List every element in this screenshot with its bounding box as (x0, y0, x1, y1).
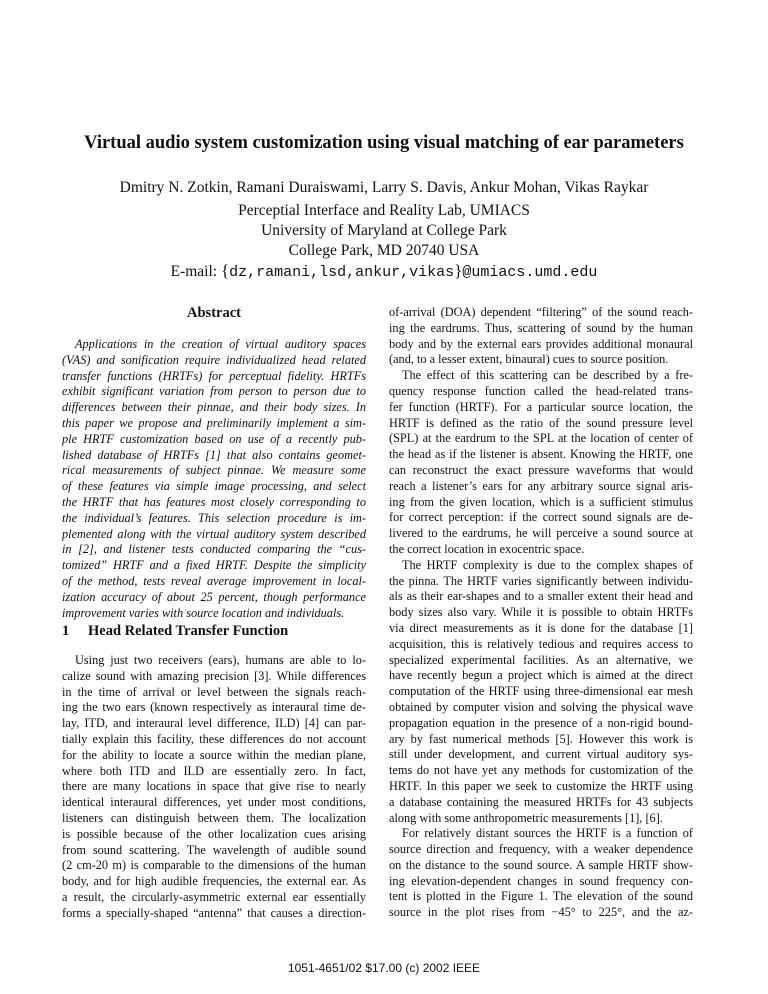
text-line: ing from the given location, which is a sufficient stimulus (389, 494, 693, 509)
right-column (389, 305, 693, 921)
affiliation-line: Perceptial Interface and Reality Lab, UMIACS (238, 202, 530, 219)
text-line: reach a listener’s ears for any arbitrary source signal aris- (389, 478, 693, 493)
section-heading (62, 622, 288, 640)
text-line: (SPL) at the eardrum to the SPL at the location of center of (389, 431, 693, 446)
text-line: livered to the eardrums, he will perceive a sound source at (389, 526, 693, 541)
text-line: this paper we propose and preliminarily implement a sim- (62, 415, 366, 430)
text-line: lay, ITD, and interaural level difference, ILD) [4] can par- (62, 716, 366, 731)
body-paragraph (389, 368, 693, 558)
text-line: forms a specially-shaped “antenna” that causes a direction- (62, 905, 366, 920)
abstract-paragraph (62, 337, 366, 621)
text-line: Using just two receivers (ears), humans are able to lo- (75, 653, 366, 667)
text-line: als as their ear-shapes and to a smaller extent their head and (389, 589, 693, 604)
text-line: from sound scattering. The wavelength of audible sound (62, 842, 366, 857)
email-line (0, 261, 768, 283)
email-brace-close: } (454, 261, 463, 280)
email-users: dz,ramani,lsd,ankur,vikas (229, 264, 455, 281)
author-list: Dmitry N. Zotkin, Ramani Duraiswami, Larry S. Davis, Ankur Mohan, Vikas Raykar (119, 179, 649, 196)
text-line: (2 cm-20 m) is comparable to the dimensions of the human (62, 858, 366, 873)
text-line: the individual’s features. This selection procedure is im- (62, 510, 366, 525)
text-line: body and by the external ears provides additional monaural (389, 336, 693, 351)
text-line: tially explain this facility, these differences do not account (62, 731, 366, 746)
section-title: Head Related Transfer Function (88, 623, 289, 639)
paper-title: Virtual audio system customization using visual matching of ear parameters (84, 133, 684, 153)
text-line: along with some anthropometric measurements [1], [6]. (389, 810, 663, 825)
text-line: obtained by computer vision and solving the physical wave (389, 699, 693, 714)
text-line: for the ability to locate a source within the median plane, (62, 747, 366, 762)
text-line: can reconstruct the exact pressure waveforms that would (389, 462, 693, 477)
text-line: for correct perception: if the correct sound signals are de- (389, 510, 693, 525)
text-line: ing the two ears (known respectively as interaural time de- (62, 700, 366, 715)
text-line: ization accuracy of about 25 percent, though performance (62, 589, 366, 604)
text-line: fer function (HRTF). For a particular source location, the (389, 399, 693, 414)
text-line: ing the eardrums. Thus, scattering of sound by the human (389, 320, 693, 335)
text-line: ary by fast numerical methods [5]. However this work is (389, 731, 693, 746)
email-brace-open: { (220, 261, 230, 280)
section-number: 1 (62, 623, 70, 639)
text-line: The HRTF complexity is due to the complex shapes of (402, 557, 693, 572)
text-line: specialized experimental facilities. As an alternative, we (389, 652, 693, 667)
text-line: of the method, tests reveal average improvement in local- (62, 573, 366, 588)
affiliation-line: University of Maryland at College Park (261, 222, 507, 239)
text-line: HRTF. In this paper we seek to customize the HRTF using (389, 778, 693, 793)
text-line: source in the plot rises from −45° to 225°, and the az- (389, 905, 693, 920)
text-line: tomized” HRTF and a fixed HRTF. Despite the simplicity (62, 558, 366, 573)
body-paragraph (389, 305, 693, 368)
affiliation (0, 201, 768, 261)
text-line: tems do not have yet any methods for customization of the (389, 763, 693, 778)
text-line: in [2], and listener tests conducted comparing the “cus- (62, 542, 366, 557)
abstract-heading: Abstract (187, 305, 241, 321)
text-line: ple HRTF customization based on use of a recently pub- (62, 431, 366, 446)
text-line: identical interaural differences, yet under most conditions, (62, 795, 366, 810)
affiliation-line: College Park, MD 20740 USA (288, 242, 480, 259)
text-line: exhibit significant variation from person to person due to (62, 384, 366, 399)
text-line: computation of the HRTF using three-dimensional ear mesh (389, 684, 693, 699)
text-line: is possible because of the other localization cues arising (62, 826, 366, 841)
text-line: of these features via simple image processing, and select (62, 479, 366, 494)
text-line: source direction and frequency, with a weaker dependence (389, 842, 693, 857)
footer-copyright: 1051-4651/02 $17.00 (c) 2002 IEEE (287, 961, 481, 975)
text-line: For relatively distant sources the HRTF is a function of (402, 826, 693, 841)
text-line: rical measurements of subject pinnae. We measure some (62, 463, 366, 478)
text-line: ing elevation-dependent changes in sound frequency con- (389, 873, 693, 888)
text-line: the pinna. The HRTF varies significantly between individu- (389, 573, 693, 588)
text-line: differences between their pinnae, and their body sizes. In (62, 400, 366, 415)
body-paragraph (389, 826, 693, 921)
text-line: the HRTF that has features most closely corresponding to (62, 494, 366, 509)
text-line: of-arrival (DOA) dependent “filtering” of the sound reach- (389, 305, 693, 319)
text-line: in the time of arrival or level between the signals reach- (62, 684, 366, 699)
text-line: body sizes also vary. While it is possible to obtain HRTFs (389, 605, 693, 620)
left-column (62, 653, 366, 922)
text-line: Applications in the creation of virtual auditory spaces (75, 337, 366, 351)
text-line: The effect of this scattering can be described by a fre- (402, 368, 693, 383)
text-line: the head as if the listener is absent. Knowing the HRTF, one (389, 447, 693, 462)
text-line: propagation equation in the presence of a non-rigid bound- (389, 715, 693, 730)
text-line: on the distance to the sound source. A sample HRTF show- (389, 857, 693, 872)
text-line: still under development, and current virtual auditory sys- (389, 747, 693, 762)
text-line: calize sound with amazing precision [3]. While differences (62, 668, 366, 683)
text-line: there are many locations in space that give rise to nearly (62, 779, 366, 794)
body-paragraph (389, 558, 693, 827)
abstract-body (62, 337, 366, 621)
text-line: listeners can distinguish between them. The localization (62, 810, 366, 825)
body-paragraph (62, 653, 366, 922)
text-line: quency response function called the head-related trans- (389, 383, 693, 398)
text-line: acquisition, this is relatively tedious and requires access to (389, 636, 693, 651)
text-line: a database containing the measured HRTFs for 43 subjects (389, 794, 693, 809)
text-line: tent is plotted in the Figure 1. The elevation of the sound (389, 889, 693, 904)
text-line: plemented along with the virtual auditory system described (62, 526, 366, 541)
text-line: improvement varies with source location and individuals. (62, 605, 345, 620)
text-line: transfer functions (HRTFs) for perceptual fidelity. HRTFs (62, 368, 366, 383)
text-line: (and, to a lesser extent, binaural) cues to source position. (389, 352, 669, 367)
email-domain: @umiacs.umd.edu (462, 264, 598, 281)
text-line: the correct location in exocentric space. (389, 541, 585, 556)
text-line: lished database of HRTFs [1] that also contains geomet- (62, 447, 366, 462)
text-line: HRTF is defined as the ratio of the sound pressure level (389, 415, 693, 430)
text-line: have recently begun a project which is aimed at the direct (389, 668, 693, 683)
email-label: E-mail: (170, 263, 218, 280)
text-line: (VAS) and sonification require individualized head related (62, 352, 366, 367)
text-line: where both ITD and ILD are essentially zero. In fact, (62, 763, 366, 778)
text-line: body, and for high audible frequencies, the external ear. As (62, 874, 366, 889)
text-line: a result, the circularly-asymmetric external ear essentially (62, 889, 366, 904)
text-line: via direct measurements as it is done for the database [1] (389, 620, 693, 635)
